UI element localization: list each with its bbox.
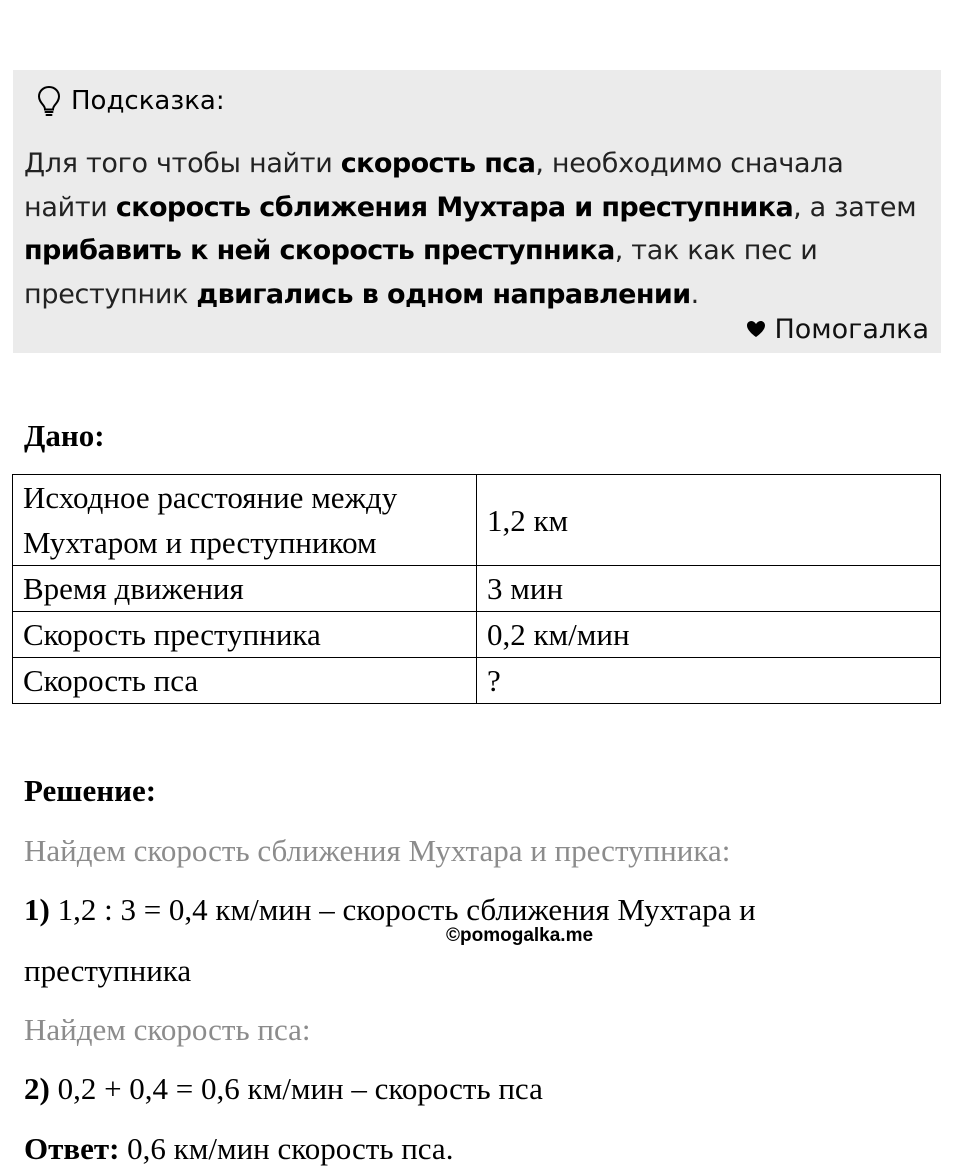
watermark: ©pomogalka.me: [446, 925, 594, 946]
heart-icon: [746, 314, 766, 345]
hint-text-run: , так как пес и преступник: [24, 235, 818, 310]
solution-intro-1: Найдем скорость сближения Мухтара и преступника:: [24, 833, 731, 868]
hint-emphasis: двигались в одном направлении: [196, 278, 691, 310]
solution-step-1-continued: преступника: [24, 953, 192, 988]
answer-text: 0,6 км/мин скорость пса.: [127, 1131, 454, 1166]
given-value: 0,2 км/мин: [477, 612, 941, 658]
hint-text-run: , а затем: [793, 191, 917, 223]
step-number: 1): [24, 892, 50, 927]
given-value: ?: [477, 658, 941, 704]
step-text: 0,2 + 0,4 = 0,6 км/мин – скорость пса: [57, 1071, 543, 1106]
hint-emphasis: прибавить к ней скорость преступника: [24, 235, 615, 266]
given-label: Скорость преступника: [13, 612, 477, 658]
solution-step-1: [24, 892, 756, 928]
hint-emphasis: скорость пса: [340, 148, 536, 179]
answer: [24, 1131, 453, 1167]
hint-title: Подсказка:: [71, 86, 225, 116]
hint-text-run: , необходимо сначала найти: [24, 148, 844, 223]
table-row: [13, 566, 941, 612]
hint-emphasis: скорость сближения Мухтара и преступника: [115, 191, 794, 223]
step-text: 1,2 : 3 = 0,4 км/мин – скорость сближения Мухтара и: [57, 892, 756, 927]
brand-signature: [746, 314, 929, 345]
hint-paragraph: [24, 142, 924, 316]
given-value: 1,2 км: [477, 475, 941, 566]
given-value: 3 мин: [477, 566, 941, 612]
table-row: [13, 612, 941, 658]
given-label: Время движения: [13, 566, 477, 612]
given-table: [12, 474, 941, 704]
step-number: 2): [24, 1071, 50, 1106]
table-row: [13, 475, 941, 566]
hint-text-run: .: [690, 278, 699, 310]
solution-title: Решение:: [24, 773, 157, 808]
table-row: [13, 658, 941, 704]
given-label: Скорость пса: [13, 658, 477, 704]
brand-name: Помогалка: [774, 314, 929, 345]
hint-box: [13, 70, 941, 353]
given-label: Исходное расстояние между Мухтаром и преступником: [13, 475, 477, 566]
lightbulb-icon: [37, 85, 61, 117]
hint-header: [37, 84, 225, 118]
solution-step-2: [24, 1071, 543, 1107]
given-title: Дано:: [24, 418, 105, 453]
hint-text-run: Для того чтобы найти: [24, 148, 341, 179]
answer-label: Ответ:: [24, 1131, 120, 1166]
solution-intro-2: Найдем скорость пса:: [24, 1012, 311, 1047]
